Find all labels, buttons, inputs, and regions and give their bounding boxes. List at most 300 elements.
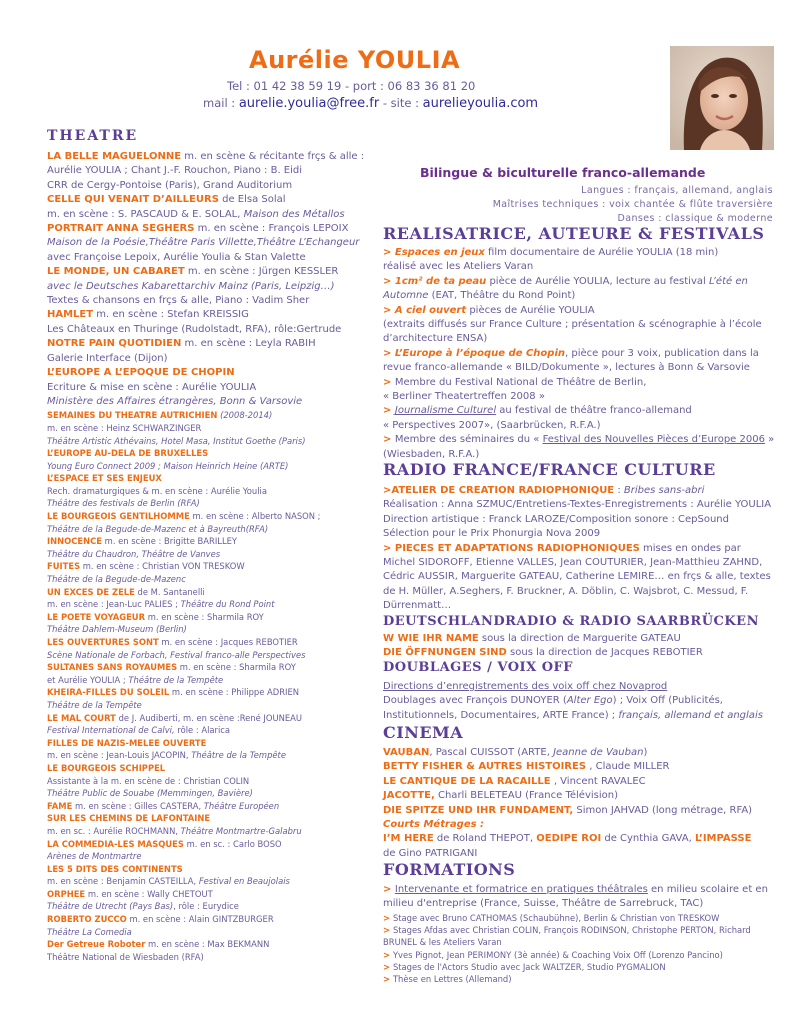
bullet-marker: >	[383, 949, 393, 960]
entry-text: Scène Nationale de Forbach, Festival franco-alle Perspectives	[47, 649, 306, 660]
entry-text: Michel SIDOROFF, Etienne VALLES, Jean COUTURIER, Jean-Matthieu ZAHND,	[383, 557, 763, 569]
entry-title: ROBERTO ZUCCO	[47, 914, 127, 925]
entry-text[interactable]: Directions d’enregistrements des voix off chez Novaprod	[383, 681, 668, 692]
entry-line	[47, 523, 382, 536]
entry-text: :	[614, 485, 624, 496]
entry-text: Galerie Interface (Dijon)	[47, 352, 168, 364]
entry-title: DIE ÖFFNUNGEN SIND	[383, 647, 507, 659]
entry-line	[383, 949, 775, 961]
entry-line	[383, 390, 775, 404]
entry-title: L’Europe à l’époque de Chopin	[394, 347, 565, 359]
entry-text: Thèse en Lettres (Allemand)	[392, 974, 512, 985]
entry-title: LE MONDE, UN CABARET	[47, 266, 185, 278]
entry-line	[47, 222, 382, 236]
theatre-heading: THEATRE	[47, 128, 139, 144]
entry-line	[383, 513, 775, 527]
entry-line	[47, 863, 382, 876]
entry-title: FILLES DE NAZIS-MELEE OUVERTE	[47, 737, 207, 748]
entry-line	[383, 897, 775, 911]
entry-text: rôle : Alarica	[174, 725, 231, 736]
entry-title: SUR LES CHEMINS DE LAFONTAINE	[47, 813, 211, 824]
entry-line	[383, 570, 775, 584]
entry-line	[47, 164, 382, 178]
doublages-list	[383, 680, 775, 723]
entry-line	[47, 409, 382, 422]
entry-text: Théâtre Montmartre-Galabru	[180, 825, 302, 836]
entry-line	[47, 179, 382, 193]
entry-text: CRR de Cergy-Pontoise (Paris), Grand Auditorium	[47, 179, 293, 191]
entry-title: A ciel ouvert	[394, 304, 467, 316]
entry-text: Stages de l'Actors Studio avec Jack WALTZER, Studio PYGMALION	[392, 962, 666, 972]
entry-text: m. en sc. : Carlo BOSO	[183, 838, 282, 849]
deutschland-heading: DEUTSCHLANDRADIO & RADIO SAARBRÜCKEN	[383, 614, 759, 629]
entry-text: m. en scène : Jean-Louis JACOPIN,	[47, 750, 192, 761]
bullet-marker: >	[383, 974, 393, 985]
entry-title: NOTRE PAIN QUOTIDIEN	[47, 338, 182, 350]
entry-text: Théâtre de la Tempête	[128, 674, 224, 685]
entry-text[interactable]: Festival des Nouvelles Pièces d’Europe 2006	[542, 434, 765, 446]
entry-text: , Vincent RAVALEC	[550, 775, 646, 787]
entry-text: m. en scène : Sharmila ROY	[177, 662, 296, 673]
entry-title: OEDIPE ROI	[536, 833, 602, 845]
entry-text: de Roland THEPOT,	[433, 833, 537, 845]
entry-text: , Claude MILLER	[586, 761, 670, 773]
entry-line	[47, 724, 382, 737]
entry-line	[47, 674, 382, 687]
entry-line	[383, 260, 775, 274]
entry-title: PORTRAIT ANNA SEGHERS	[47, 223, 195, 235]
realisatrice-heading: REALISATRICE, AUTEURE & FESTIVALS	[383, 224, 765, 243]
entry-text: Théâtre du Rond Point	[180, 599, 275, 610]
entry-line	[383, 246, 775, 260]
entry-text: Théâtre du Chaudron, Théâtre de Vanves	[47, 548, 221, 559]
entry-text: revue franco-allemande « BILD/Dokumente », lectures à Bonn & Varsovie	[383, 362, 750, 374]
entry-line	[383, 746, 775, 760]
entry-text: m. en scène : Brigitte BARILLEY	[102, 536, 238, 547]
entry-text: m. en scène : Jean-Luc PALIES ;	[47, 599, 181, 610]
entry-line	[47, 366, 382, 380]
entry-line	[383, 542, 775, 556]
entry-line	[47, 686, 382, 699]
entry-text: Maison des Métallos	[243, 208, 345, 220]
entry-line	[47, 913, 382, 926]
entry-line	[47, 395, 382, 409]
entry-text: Théâtre Dahlem-Museum (Berlin)	[47, 624, 187, 635]
bullet-marker: >	[383, 962, 393, 972]
entry-line	[47, 762, 382, 775]
entry-line	[383, 883, 775, 897]
entry-text: Stages Afdas avec Christian COLIN, François RODINSON, Christophe PERTON, Richard	[392, 925, 751, 936]
entry-text: Théâtre Public de Souabe (Memmingen, Bavière)	[47, 788, 253, 799]
entry-line	[383, 404, 775, 418]
entry-text: en milieu scolaire et en	[647, 884, 768, 895]
entry-text: Textes & chansons en frçs & alle, Piano : Vadim Sher	[47, 295, 310, 307]
entry-line	[383, 694, 775, 708]
entry-text: Stage avec Bruno CATHOMAS (Schaubühne), Berlin & Christian von TRESKOW	[392, 912, 720, 923]
entry-text: Institutionnels, Documentaires, ARTE France) ;	[383, 709, 619, 721]
entry-line	[47, 280, 382, 294]
entry-line	[47, 460, 382, 473]
entry-title: W WIE IHR NAME	[383, 633, 479, 644]
entry-title: LE BOURGEOIS GENTILHOMME	[47, 511, 190, 522]
entry-text: Théâtre de la Begude-de-Mazenc	[47, 574, 186, 585]
theatre-list	[47, 150, 382, 963]
entry-line	[47, 812, 382, 825]
entry-text: m. en scène : Wally CHETOUT	[85, 888, 213, 899]
cinema-list	[383, 746, 775, 861]
entry-line	[47, 611, 382, 624]
entry-line	[47, 649, 382, 662]
entry-text: m. en scène : Philippe ADRIEN	[169, 687, 300, 698]
entry-line	[47, 573, 382, 586]
entry-line	[383, 789, 775, 803]
entry-text: m. en scène : Leyla RABIH	[181, 338, 316, 350]
entry-title: LE CANTIQUE DE LA RACAILLE	[383, 775, 551, 787]
entry-text: BRUNEL & les Ateliers Varan	[383, 937, 502, 948]
entry-line	[47, 661, 382, 674]
entry-text: de Elsa Solal	[218, 194, 286, 206]
entry-line	[383, 961, 775, 973]
entry-line	[383, 760, 775, 774]
entry-text: m. en scène : Benjamin CASTEILLA,	[47, 876, 199, 887]
entry-line	[383, 709, 775, 723]
entry-text: , pièce pour 3 voix, publication dans la	[565, 347, 759, 359]
entry-text: Théâtre La Comedia	[47, 926, 132, 937]
entry-text: Bribes sans-abri	[623, 485, 705, 496]
entry-text: m. en scène : S. PASCAUD & E. SOLAL,	[47, 208, 244, 220]
entry-text: Festival en Beaujolais	[198, 876, 290, 887]
bullet-marker: >	[383, 347, 395, 359]
entry-text: (Wiesbaden, R.F.A.)	[383, 448, 480, 460]
entry-line	[383, 585, 775, 599]
entry-text: de M. Santanelli	[134, 586, 205, 597]
entry-line	[383, 556, 775, 570]
entry-text: Théâtre Artistic Athévains, Hotel Masa, Institut Goethe (Paris)	[47, 435, 306, 446]
entry-text: Dürrenmatt…	[383, 600, 452, 612]
entry-text: Les Châteaux en Thuringe (Rudolstadt, RFA), rôle:Gertrude	[47, 323, 342, 335]
entry-line	[47, 926, 382, 939]
entry-line	[383, 275, 775, 289]
entry-text: au festival de théâtre franco-allemand	[496, 405, 692, 417]
entry-title: LE POETE VOYAGEUR	[47, 611, 146, 622]
entry-text: « Perspectives 2007», (Saarbrücken, R.F.A.)	[383, 419, 601, 431]
entry-line	[47, 265, 382, 279]
realisatrice-list	[383, 246, 775, 462]
entry-line	[47, 208, 382, 222]
entry-text: Ministère des Affaires étrangères, Bonn & Varsovie	[47, 395, 303, 407]
entry-title: BETTY FISHER & AUTRES HISTOIRES	[383, 761, 587, 773]
entry-text: avec le Deutsches Kabarettarchiv Mainz (Paris, Leipzig…)	[47, 280, 335, 292]
site-label: - site :	[379, 96, 419, 110]
entry-title: L’EUROPE A L’EPOQUE DE CHOPIN	[47, 367, 235, 379]
person-name: Aurélie YOULIA	[249, 46, 461, 74]
entry-line	[47, 888, 382, 901]
entry-text: Sélection pour le Prix Phonurgia Nova 2009	[383, 528, 601, 540]
entry-line	[47, 323, 382, 337]
entry-text: m. en scène : Gilles CASTERA,	[72, 800, 204, 811]
entry-text: L’été en	[708, 275, 748, 287]
entry-line	[383, 484, 775, 498]
entry-text: m. en scène : Christian VON TRESKOW	[80, 561, 245, 572]
entry-line	[47, 938, 382, 951]
entry-line	[383, 832, 775, 846]
entry-text: Théâtre de la Tempête	[47, 699, 142, 710]
entry-text: Jeanne de Vauban	[553, 747, 644, 758]
entry-title: FUITES	[47, 561, 81, 572]
entry-line	[383, 304, 775, 318]
entry-text: et Aurélie YOULIA ;	[47, 674, 129, 685]
entry-title: INNOCENCE	[47, 536, 102, 547]
entry-title: > PIECES ET ADAPTATIONS RADIOPHONIQUES	[383, 542, 640, 554]
bilingual-line: Bilingue & biculturelle franco-allemande	[420, 165, 706, 180]
entry-title: UN EXCES DE ZELE	[47, 586, 135, 597]
entry-text: Festival International de Calvi,	[47, 725, 175, 736]
deutschland-list	[383, 632, 775, 661]
entry-line	[47, 193, 382, 207]
formations-list	[383, 883, 775, 986]
entry-text: Maison de la Poésie,Théâtre Paris Villette,Théâtre L’Echangeur	[47, 237, 360, 249]
entry-title: Der Getreue Roboter	[47, 939, 146, 950]
bullet-marker: >	[383, 376, 395, 388]
bullet-marker: >	[383, 275, 395, 287]
entry-line	[47, 337, 382, 351]
entry-title: CELLE QUI VENAIT D’AILLEURS	[47, 194, 219, 206]
bullet-marker: >	[383, 434, 395, 446]
entry-text: m. en scène : Max BEKMANN	[145, 939, 270, 950]
entry-line	[383, 361, 775, 375]
entry-text: m. en scène : Stefan KREISSIG	[93, 309, 249, 321]
entry-text: Rech. dramaturgiques & m. en scène : Aurélie Youlia	[47, 485, 268, 496]
entry-text: milieu d'entreprise (France, Suisse, Théâtre de Sarrebruck, TAC)	[383, 898, 704, 910]
entry-title: LES OUVERTURES SONT	[47, 637, 159, 647]
bullet-marker: >	[383, 925, 393, 936]
entry-title: KHEIRA-FILLES DU SOLEIL	[47, 687, 170, 698]
entry-title: 1cm² de ta peau	[394, 275, 487, 287]
entry-line	[47, 787, 382, 800]
entry-text: de Cynthia GAVA,	[601, 833, 695, 845]
entry-text: (EAT, Théâtre du Rond Point)	[428, 290, 576, 302]
entry-line	[47, 875, 382, 888]
entry-text: film documentaire de Aurélie YOULIA (18 min)	[484, 247, 719, 258]
entry-line	[47, 510, 382, 523]
entry-title: ORPHEE	[47, 888, 86, 899]
entry-line	[47, 422, 382, 435]
entry-line	[383, 419, 775, 433]
entry-title: L’IMPASSE	[694, 833, 752, 845]
entry-line	[47, 497, 382, 510]
entry-line	[383, 804, 775, 818]
entry-text: Membre du Festival National de Théâtre de Berlin,	[394, 376, 647, 388]
entry-line	[47, 236, 382, 250]
entry-line	[383, 973, 775, 985]
entry-title: L’ESPACE ET SES ENJEUX	[47, 473, 162, 484]
entry-line	[383, 924, 775, 936]
entry-text: , rôle : Eurydice	[173, 901, 239, 912]
dances-line: Danses : classique & moderne	[617, 213, 773, 224]
entry-line	[383, 646, 775, 660]
entry-line	[47, 800, 382, 813]
entry-line	[47, 749, 382, 762]
entry-line	[47, 850, 382, 863]
entry-line	[383, 332, 775, 346]
entry-text: Théâtre des festivals de Berlin (RFA)	[47, 498, 200, 509]
entry-title: LE MAL COURT	[47, 712, 116, 723]
entry-text: Théâtre National de Wiesbaden (RFA)	[47, 951, 204, 962]
contact-line	[203, 96, 538, 111]
entry-line	[47, 838, 382, 851]
entry-title: HAMLET	[47, 309, 94, 321]
entry-title: Courts Métrages :	[383, 819, 485, 831]
portrait-photo	[670, 46, 774, 150]
entry-title: FAME	[47, 800, 73, 811]
entry-text: sous la direction de Jacques REBOTIER	[506, 647, 703, 659]
entry-text: m. en scène : François LEPOIX	[194, 223, 349, 235]
entry-line	[47, 447, 382, 460]
entry-line	[383, 775, 775, 789]
entry-title: L’EUROPE AU-DELA DE BRUXELLES	[47, 448, 209, 459]
entry-line	[47, 560, 382, 573]
skills-line: Maîtrises techniques : voix chantée & flûte traversière	[492, 199, 773, 210]
entry-text: »	[764, 434, 775, 446]
entry-line	[383, 527, 775, 541]
entry-text: Membre des séminaires du «	[394, 434, 543, 446]
entry-line	[47, 598, 382, 611]
entry-text: m. en scène : Jacques REBOTIER	[158, 637, 298, 647]
entry-text: m. en scène : Heinz SCHWARZINGER	[47, 422, 202, 433]
entry-text: de Gino PATRIGANI	[383, 847, 478, 859]
bullet-marker: >	[383, 912, 393, 923]
entry-text: (extraits diffusés sur France Culture ; présentation & scénographie à l’école	[383, 319, 762, 331]
bullet-marker: >	[383, 884, 395, 895]
entry-line	[47, 381, 382, 395]
entry-text: français, allemand et anglais	[618, 709, 763, 721]
entry-line	[383, 599, 775, 613]
entry-text: (2008-2014)	[217, 410, 273, 421]
entry-line	[47, 435, 382, 448]
entry-line	[47, 294, 382, 308]
entry-title: LE BOURGEOIS SCHIPPEL	[47, 762, 166, 773]
entry-text: Doublages avec François DUNOYER (	[383, 695, 567, 707]
entry-line	[47, 825, 382, 838]
entry-text: Assistante à la m. en scène de : Christian COLIN	[47, 775, 250, 786]
entry-line	[47, 712, 382, 725]
entry-title: Espaces en jeux	[394, 247, 485, 258]
entry-text: Réalisation : Anna SZMUC/Entretiens-Textes-Enregistrements : Aurélie YOULIA	[383, 499, 772, 511]
entry-text: Théâtre de la Begude-de-Mazenc et à Bayreuth(RFA)	[47, 523, 269, 534]
entry-text: Yves Pignot, Jean PERIMONY (3è année) & Coaching Voix Off (Lorenzo Pancino)	[392, 949, 723, 960]
entry-text: ) ; Voix Off (Publicités,	[612, 695, 723, 707]
entry-text: réalisé avec les Ateliers Varan	[383, 261, 534, 273]
entry-text: de J. Audiberti, m. en scène :René JOUNEAU	[115, 712, 303, 723]
bullet-marker: >	[383, 405, 395, 417]
mail-label: mail :	[203, 96, 236, 110]
entry-text[interactable]: Intervenante et formatrice en pratiques théâtrales	[394, 884, 648, 895]
entry-text: Young Euro Connect 2009 ; Maison Heinrich Heine (ARTE)	[47, 460, 289, 471]
entry-title: LA COMMEDIA-LES MASQUES	[47, 838, 184, 849]
doublages-heading: DOUBLAGES / VOIX OFF	[383, 660, 574, 675]
entry-title: SEMAINES DU THEATRE AUTRICHIEN	[47, 410, 218, 421]
entry-line	[47, 251, 382, 265]
phone-line: Tel : 01 42 38 59 19 - port : 06 83 36 81 20	[227, 79, 476, 93]
entry-text: m. en scène : Sharmila ROY	[145, 611, 264, 622]
entry-text: sous la direction de Marguerite GATEAU	[478, 633, 681, 644]
entry-text: pièces de Aurélie YOULIA	[466, 304, 595, 316]
entry-line	[47, 900, 382, 913]
entry-line	[383, 318, 775, 332]
entry-text: de H. Müller, A.Seghers, F. Bruckner, A. Döblin, C. Wajsbrot, C. Messud, F.	[383, 585, 749, 597]
entry-line	[47, 352, 382, 366]
entry-text: m. en scène : Jürgen KESSLER	[184, 266, 339, 278]
entry-line	[383, 347, 775, 361]
entry-text: Aurélie YOULIA ; Chant J.-F. Rouchon, Piano : B. Eidi	[47, 165, 303, 177]
entry-text: d’architecture ENSA)	[383, 333, 488, 345]
entry-line	[383, 680, 775, 694]
entry-line	[47, 636, 382, 649]
entry-title: I’M HERE	[383, 833, 434, 845]
entry-line	[47, 150, 382, 164]
entry-text: Arènes de Montmartre	[47, 851, 142, 862]
entry-line	[383, 376, 775, 390]
entry-text: )	[643, 747, 648, 758]
entry-line	[383, 632, 775, 646]
entry-line	[47, 623, 382, 636]
entry-text: Direction artistique : Franck LAROZE/Composition sonore : CepSound	[383, 513, 729, 525]
entry-line	[47, 485, 382, 498]
entry-text[interactable]: Journalisme Culturel	[394, 405, 497, 417]
entry-text: pièce de Aurélie YOULIA, lecture au festival	[486, 275, 709, 287]
entry-text: Ecriture & mise en scène : Aurélie YOULIA	[47, 381, 257, 393]
entry-line	[47, 472, 382, 485]
entry-text: Théâtre Européen	[203, 800, 280, 811]
entry-line	[383, 498, 775, 512]
entry-text: Charli BELETEAU (France Télévision)	[434, 790, 618, 802]
entry-title: DIE SPITZE UND IHR FUNDAMENT,	[383, 804, 574, 816]
entry-title: JACOTTE,	[383, 790, 435, 802]
entry-title: >ATELIER DE CREATION RADIOPHONIQUE	[383, 485, 615, 496]
formations-heading: FORMATIONS	[383, 860, 516, 879]
site-link[interactable]: aurelieyoulia.com	[422, 96, 539, 111]
entry-title: LA BELLE MAGUELONNE	[47, 151, 182, 162]
entry-text: m. en scène : Alain GINTZBURGER	[126, 914, 274, 925]
entry-text: Théâtre de Utrecht (Pays Bas)	[47, 901, 174, 912]
email-link[interactable]: aurelie.youlia@free.fr	[238, 96, 380, 111]
entry-line	[383, 912, 775, 924]
entry-text: « Berliner Theatertreffen 2008 »	[383, 391, 545, 403]
entry-line	[47, 548, 382, 561]
radio-heading: RADIO FRANCE/FRANCE CULTURE	[383, 460, 716, 479]
entry-text: Simon JAHVAD (long métrage, RFA)	[573, 804, 753, 816]
languages-line: Langues : français, allemand, anglais	[581, 185, 773, 196]
entry-line	[383, 289, 775, 303]
entry-line	[383, 936, 775, 948]
entry-title: SULTANES SANS ROYAUMES	[47, 662, 178, 673]
entry-title: LES 5 DITS DES CONTINENTS	[47, 863, 183, 874]
entry-line	[47, 737, 382, 750]
entry-text: , Pascal CUISSOT (ARTE,	[429, 747, 554, 758]
entry-text: m. en sc. : Aurélie ROCHMANN,	[47, 825, 181, 836]
entry-text: m. en scène & récitante frçs & alle :	[181, 151, 365, 162]
bullet-marker: >	[383, 247, 395, 258]
entry-line	[47, 535, 382, 548]
entry-text: Théâtre de la Tempête	[191, 750, 286, 761]
bullet-marker: >	[383, 304, 395, 316]
radio-list	[383, 484, 775, 614]
entry-text: mises en ondes par	[639, 542, 741, 554]
entry-line	[383, 818, 775, 832]
entry-line	[47, 951, 382, 964]
entry-line	[47, 586, 382, 599]
entry-text: avec Françoise Lepoix, Aurélie Youlia & Stan Valette	[47, 251, 306, 263]
